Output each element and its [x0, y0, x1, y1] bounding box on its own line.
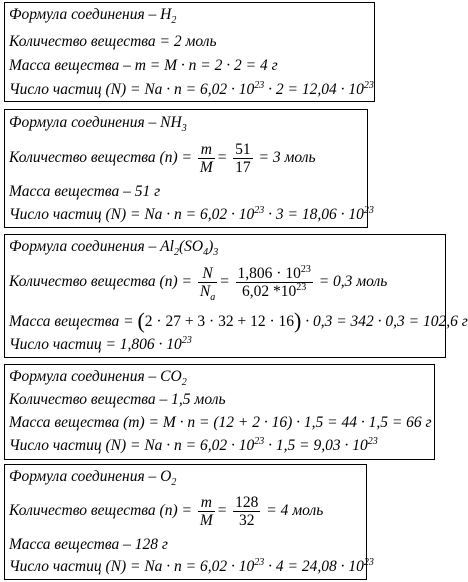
exponent: 23 — [363, 79, 374, 91]
formula-label: Формула соединения — [9, 114, 145, 131]
formula: ) — [208, 238, 214, 255]
amount-text: Количество вещества = 2 моль — [9, 33, 217, 50]
fraction — [233, 141, 253, 176]
particles-line — [9, 437, 378, 455]
formula: H — [160, 6, 172, 23]
particles-mid: · 3 = 18,06 · 10 — [264, 206, 364, 223]
fraction — [233, 494, 260, 529]
open-paren: ( — [137, 308, 145, 333]
amount-line: Количество вещества (n) = $\frac{m}{M}$ = $\frac{128}{32}$ = 4 моль — [9, 493, 324, 529]
amount-lead: Количество вещества (n) = — [9, 149, 192, 166]
fraction-denominator: 17 — [235, 158, 251, 176]
fraction-denominator: M — [199, 511, 213, 529]
formula: NH — [160, 114, 182, 131]
block-co2 — [4, 364, 435, 460]
particles-lead: Число частиц = 1,806 · 10 — [9, 336, 182, 353]
particles-line — [9, 558, 374, 576]
amount-tail: = 0,3 моль — [318, 273, 388, 290]
exponent: 23 — [254, 204, 265, 216]
amount-text: Количество вещества – 1,5 моль — [9, 391, 226, 408]
mass-line — [9, 536, 168, 554]
fraction-numerator — [236, 265, 313, 283]
fraction-numerator: 51 — [235, 140, 251, 158]
formula-line: Формула соединения – $Al_2(SO_4)_3$ — [9, 238, 219, 259]
fraction-numerator: m — [198, 141, 215, 159]
particles-mid: · 4 = 24,08 · 10 — [264, 558, 364, 575]
close-paren: ) — [294, 308, 302, 333]
fraction — [236, 265, 313, 300]
fraction — [198, 264, 217, 304]
formula-line: Формула соединения – $O_2$ — [9, 468, 177, 489]
mass-lead: Масса вещества = — [9, 313, 134, 330]
formula-sub: 2 — [171, 15, 177, 27]
exponent: 23 — [181, 334, 192, 346]
amount-line — [9, 391, 226, 409]
denominator-value: 6,02 *10 — [242, 282, 297, 300]
particles-mid: · 1,5 = 9,03 · 10 — [264, 437, 368, 454]
mass-text: Масса вещества (m) = M · n = (12 + 2 · 16) · 1,5 = 44 · 1,5 = 66 г — [9, 414, 432, 431]
exponent: 23 — [254, 435, 265, 447]
formula: CO — [160, 368, 182, 385]
mass-line — [9, 414, 432, 432]
particles-lead: Число частиц (N) = Na · n = 6,02 · 10 — [9, 437, 255, 454]
denominator-symbol: N — [199, 282, 211, 300]
amount-tail: = 4 моль — [266, 502, 324, 519]
formula-label: Формула соединения — [9, 6, 145, 23]
formula: Al — [160, 238, 174, 255]
formula-line: Формула соединения – $H_2$ — [9, 6, 177, 27]
particles-lead: Число частиц (N) = Na · n = 6,02 · 10 — [9, 558, 255, 575]
formula-line: Формула соединения – $NH_3$ — [9, 114, 187, 135]
fraction-denominator — [236, 283, 313, 300]
particles-line — [9, 206, 374, 224]
amount-tail: = 3 моль — [258, 149, 316, 166]
fraction-numerator: m — [198, 494, 215, 512]
fraction — [198, 494, 215, 529]
exponent: 23 — [296, 281, 307, 293]
formula-line: Формула соединения – $CO_2$ — [9, 368, 187, 389]
formula-sub: 4 — [203, 247, 209, 259]
amount-lead: Количество вещества (n) = — [9, 273, 192, 290]
block-al2so43 — [4, 234, 468, 358]
mass-expression: 2 · 27 + 3 · 32 + 12 · 16 — [144, 313, 294, 330]
fraction-numerator: 128 — [235, 493, 259, 511]
denominator-sub: a — [210, 292, 216, 304]
mass-text: Масса вещества – 128 г — [9, 536, 168, 553]
formula: O — [160, 468, 172, 485]
fraction-numerator: N — [198, 265, 217, 283]
mass-tail: · 0,3 = 342 · 0,3 = 102,6 г — [305, 313, 468, 330]
mass-text: Масса вещества – m = M · n = 2 · 2 = 4 г — [9, 57, 278, 74]
mass-text: Масса вещества – 51 г — [9, 183, 161, 200]
mass-line — [9, 57, 278, 75]
formula-sub: 2 — [171, 477, 177, 489]
fraction-denominator — [198, 282, 217, 304]
exponent: 23 — [300, 263, 311, 275]
formula-sub: 3 — [213, 247, 219, 259]
amount-line: Количество вещества (n) = $\frac{N}{N_a}$ = $\frac{1,806 \cdot 10^{23}}{6,02 *10^{23}}$ = 0,3 моль — [9, 263, 388, 304]
exponent: 23 — [363, 556, 374, 568]
particles-line — [9, 81, 374, 99]
particles-mid: · 2 = 12,04 · 10 — [264, 81, 364, 98]
particles-lead: Число частиц (N) = Na · n = 6,02 · 10 — [9, 81, 255, 98]
particles-line — [9, 336, 192, 354]
exponent: 23 — [363, 204, 374, 216]
formula: (SO — [178, 238, 204, 255]
fraction-denominator: 32 — [238, 511, 255, 529]
exponent: 23 — [254, 79, 265, 91]
block-h2 — [4, 2, 375, 102]
exponent: 23 — [367, 435, 378, 447]
amount-line: Количество вещества (n) = $\frac{m}{M}$ = $\frac{51}{17}$ = 3 моль — [9, 140, 316, 176]
formula-sub: 3 — [181, 123, 187, 135]
amount-line — [9, 33, 217, 51]
formula-sub: 2 — [181, 377, 187, 389]
particles-lead: Число частиц (N) = Na · n = 6,02 · 10 — [9, 206, 255, 223]
exponent: 23 — [254, 556, 265, 568]
formula-label: Формула соединения — [9, 368, 145, 385]
fraction-denominator: M — [199, 158, 213, 176]
formula-label: Формула соединения — [9, 238, 145, 255]
mass-line — [9, 183, 160, 201]
formula-sub: 2 — [173, 247, 179, 259]
block-nh3 — [4, 109, 374, 228]
block-o2 — [4, 464, 374, 580]
fraction — [198, 141, 215, 176]
mass-line — [9, 308, 468, 333]
numerator-value: 1,806 · 10 — [237, 264, 301, 282]
amount-lead: Количество вещества (n) = — [9, 502, 192, 519]
formula-label: Формула соединения — [9, 468, 145, 485]
